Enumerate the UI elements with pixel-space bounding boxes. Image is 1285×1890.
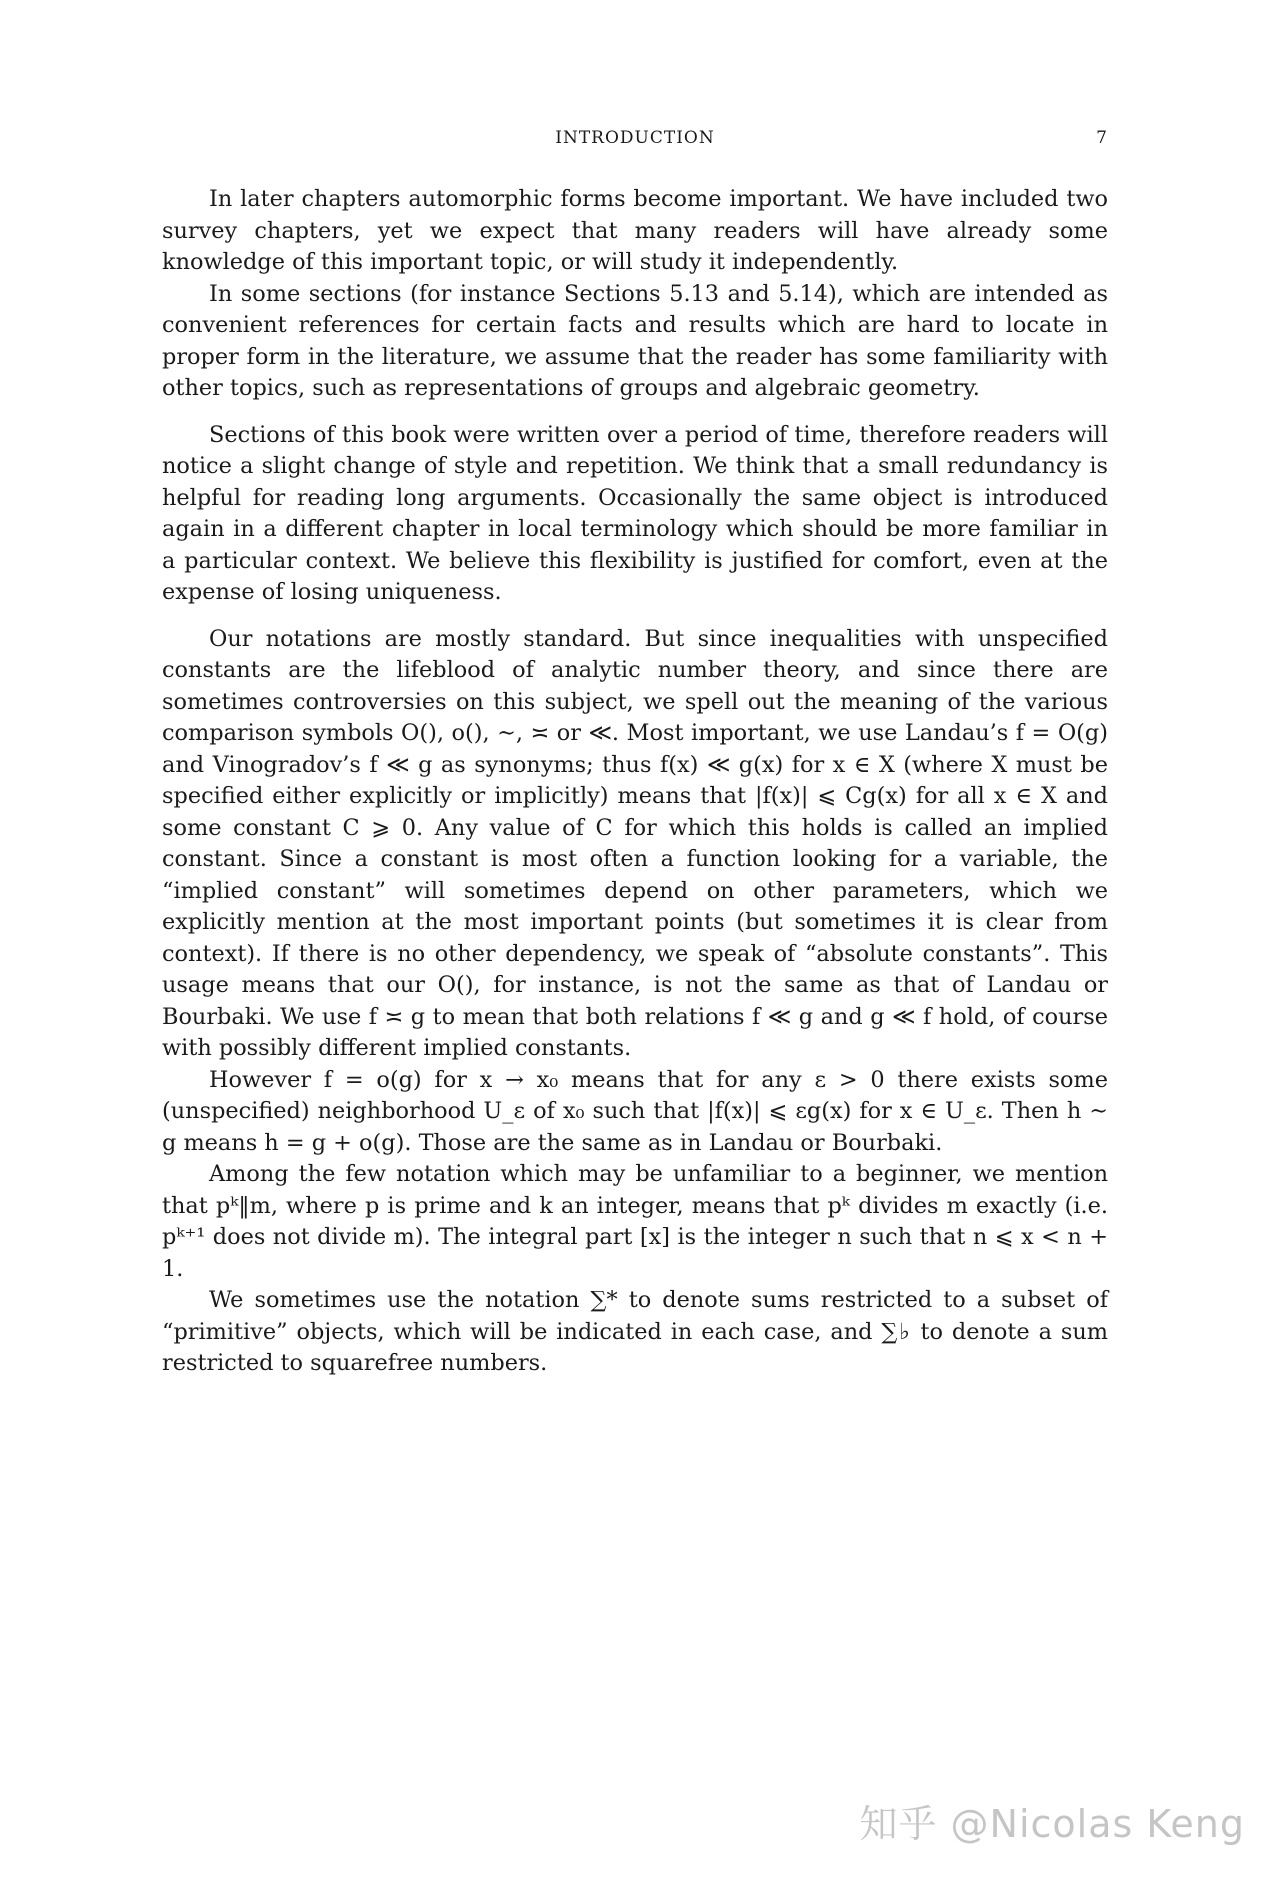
paragraph-sections-references: In some sections (for instance Sections 5.13 and 5.14), which are intended as convenient references for certain facts and results which are hard to locate in proper form in the literature, we assume that the reader has some familiarity with other topics, such as representations of groups and algebraic geometry.: [162, 280, 1108, 401]
running-head-title: INTRODUCTION: [555, 128, 715, 148]
paragraph-notations: Our notations are mostly standard. But since inequalities with unspecified constants are the lifeblood of analytic number theory, and since there are sometimes controversies on this subject, we spell out the meaning of the various comparison symbols O(), o(), ∼, ≍ or ≪. Most important, we use Landau’s f = O(g) and Vinogradov’s f ≪ g as synonyms; thus f(x) ≪ g(x) for x ∈ X (where X must be specified either explicitly or implicitly) means that |f(x)| ⩽ Cg(x) for all x ∈ X and some constant C ⩾ 0. Any value of C for which this holds is called an implied constant. Since a constant is most often a function looking for a variable, the “implied constant” will sometimes depend on other parameters, which we explicitly mention at the most important points (but sometimes it is clear from context). If there is no other dependency, we speak of “absolute constants”. This usage means that our O(), for instance, is not the same as that of Landau or Bourbaki. We use f ≍ g to mean that both relations f ≪ g and g ≪ f hold, of course with possibly different implied constants.: [162, 625, 1108, 1061]
paragraph-style-repetition: Sections of this book were written over a period of time, therefore readers will notice a slight change of style and repetition. We think that a small redundancy is helpful for reading long arguments. Occasionally the same object is introduced again in a different chapter in local terminology which should be more familiar in a particular context. We believe this flexibility is justified for comfort, even at the expense of losing uniqueness.: [162, 421, 1108, 605]
watermark: 知乎 @Nicolas Keng: [859, 1802, 1245, 1846]
paragraph-little-o: However f = o(g) for x → x₀ means that for any ε > 0 there exists some (unspecified) neighborhood U_ε of x₀ such that |f(x)| ⩽ εg(x) for x ∈ U_ε. Then h ∼ g means h = g + o(g). Those are the same as in Landau or Bourbaki.: [162, 1066, 1108, 1156]
paragraph-sum-notation: We sometimes use the notation ∑* to denote sums restricted to a subset of “primitive” objects, which will be indicated in each case, and ∑♭ to denote a sum restricted to squarefree numbers.: [162, 1287, 1108, 1376]
running-head: [162, 128, 1108, 158]
paragraph-automorphic-forms: In later chapters automorphic forms become important. We have included two survey chapters, yet we expect that many readers will have already some knowledge of this important topic, or will study it independently.: [162, 186, 1108, 275]
body-text: [162, 184, 1108, 1380]
paragraph-divisibility: Among the few notation which may be unfamiliar to a beginner, we mention that pᵏ‖m, where p is prime and k an integer, means that pᵏ divides m exactly (i.e. pᵏ⁺¹ does not divide m). The integral part [x] is the integer n such that n ⩽ x < n + 1.: [162, 1161, 1108, 1282]
page-number: 7: [1096, 128, 1108, 148]
page: [162, 128, 1108, 1380]
